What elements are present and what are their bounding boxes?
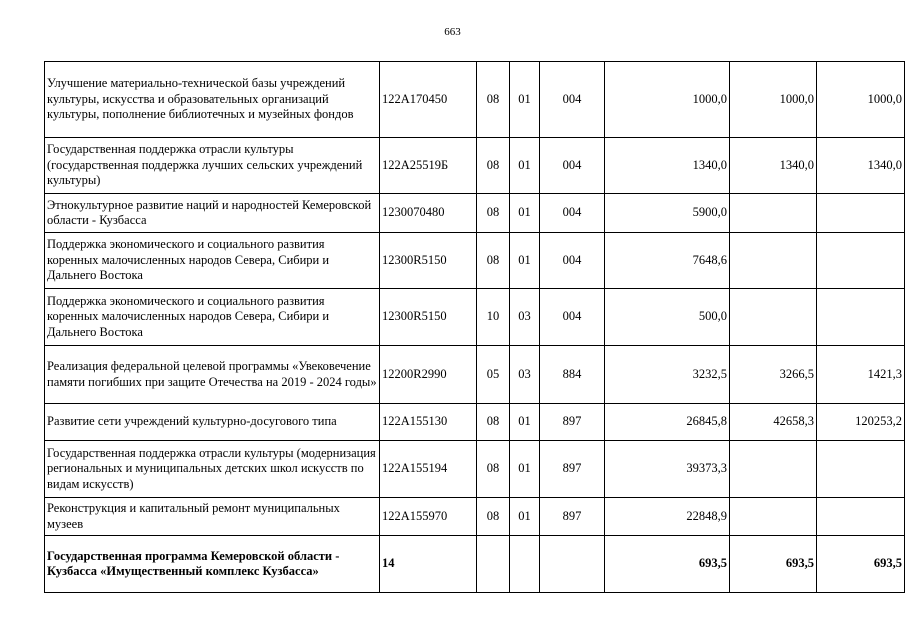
table-row [45,138,905,194]
program-name-cell: Развитие сети учреждений культурно-досугового типа [45,404,380,441]
subsection-cell: 01 [510,498,540,536]
table-row [45,498,905,536]
target-article-cell: 12200R2990 [380,346,477,404]
amount-year-1-cell: 3232,5 [605,346,730,404]
amount-year-1-cell: 5900,0 [605,194,730,233]
expense-type-cell: 897 [540,498,605,536]
amount-year-3-cell [817,194,905,233]
table-row [45,536,905,593]
section-cell: 10 [477,289,510,346]
target-article-cell: 14 [380,536,477,593]
expense-type-cell: 004 [540,289,605,346]
amount-year-2-cell: 1340,0 [730,138,817,194]
target-article-cell: 122А155130 [380,404,477,441]
amount-year-3-cell [817,233,905,289]
amount-year-2-cell [730,233,817,289]
table-row [45,233,905,289]
table-row [45,62,905,138]
expense-type-cell: 897 [540,441,605,498]
target-article-cell: 12300R5150 [380,233,477,289]
expense-type-cell: 004 [540,62,605,138]
program-name-cell: Этнокультурное развитие наций и народностей Кемеровской области - Кузбасса [45,194,380,233]
program-name-cell: Реализация федеральной целевой программы «Увековечение памяти погибших при защите Отечества на 2019 - 2024 годы» [45,346,380,404]
subsection-cell: 03 [510,346,540,404]
program-name-cell: Государственная поддержка отрасли культуры (модернизация региональных и муниципальных детских школ искусств по видам искусств) [45,441,380,498]
table-row [45,346,905,404]
expense-type-cell: 897 [540,404,605,441]
amount-year-3-cell: 693,5 [817,536,905,593]
section-cell [477,536,510,593]
amount-year-1-cell: 1340,0 [605,138,730,194]
amount-year-2-cell [730,194,817,233]
target-article-cell: 12300R5150 [380,289,477,346]
amount-year-2-cell [730,289,817,346]
subsection-cell [510,536,540,593]
section-cell: 08 [477,194,510,233]
amount-year-1-cell: 26845,8 [605,404,730,441]
budget-table [44,61,905,593]
program-name-cell: Государственная поддержка отрасли культуры (государственная поддержка лучших сельских учреждений культуры) [45,138,380,194]
table-row [45,441,905,498]
amount-year-1-cell: 7648,6 [605,233,730,289]
program-name-cell: Государственная программа Кемеровской области - Кузбасса «Имущественный комплекс Кузбасса» [45,536,380,593]
subsection-cell: 01 [510,62,540,138]
section-cell: 05 [477,346,510,404]
target-article-cell: 122А170450 [380,62,477,138]
amount-year-2-cell [730,498,817,536]
target-article-cell: 122А155194 [380,441,477,498]
amount-year-1-cell: 39373,3 [605,441,730,498]
expense-type-cell: 004 [540,138,605,194]
amount-year-2-cell: 1000,0 [730,62,817,138]
amount-year-3-cell [817,441,905,498]
amount-year-2-cell [730,441,817,498]
amount-year-3-cell: 120253,2 [817,404,905,441]
amount-year-2-cell: 693,5 [730,536,817,593]
table-row [45,404,905,441]
section-cell: 08 [477,404,510,441]
expense-type-cell [540,536,605,593]
target-article-cell: 122А25519Б [380,138,477,194]
amount-year-3-cell [817,498,905,536]
subsection-cell: 01 [510,404,540,441]
amount-year-3-cell: 1000,0 [817,62,905,138]
target-article-cell: 1230070480 [380,194,477,233]
expense-type-cell: 004 [540,194,605,233]
amount-year-3-cell: 1340,0 [817,138,905,194]
table-body [45,62,905,593]
subsection-cell: 01 [510,138,540,194]
subsection-cell: 03 [510,289,540,346]
subsection-cell: 01 [510,441,540,498]
target-article-cell: 122А155970 [380,498,477,536]
program-name-cell: Поддержка экономического и социального развития коренных малочисленных народов Севера, Сибири и Дальнего Востока [45,233,380,289]
expense-type-cell: 004 [540,233,605,289]
section-cell: 08 [477,233,510,289]
page-number: 663 [444,26,461,38]
amount-year-3-cell: 1421,3 [817,346,905,404]
program-name-cell: Поддержка экономического и социального развития коренных малочисленных народов Севера, Сибири и Дальнего Востока [45,289,380,346]
table-row [45,194,905,233]
program-name-cell: Реконструкция и капитальный ремонт муниципальных музеев [45,498,380,536]
amount-year-2-cell: 3266,5 [730,346,817,404]
amount-year-2-cell: 42658,3 [730,404,817,441]
section-cell: 08 [477,498,510,536]
amount-year-1-cell: 693,5 [605,536,730,593]
amount-year-1-cell: 22848,9 [605,498,730,536]
amount-year-1-cell: 500,0 [605,289,730,346]
subsection-cell: 01 [510,194,540,233]
amount-year-3-cell [817,289,905,346]
section-cell: 08 [477,441,510,498]
section-cell: 08 [477,62,510,138]
expense-type-cell: 884 [540,346,605,404]
program-name-cell: Улучшение материально-технической базы учреждений культуры, искусства и образовательных организаций культуры, пополнение библиотечных и музейных фондов [45,62,380,138]
table-row [45,289,905,346]
section-cell: 08 [477,138,510,194]
amount-year-1-cell: 1000,0 [605,62,730,138]
subsection-cell: 01 [510,233,540,289]
